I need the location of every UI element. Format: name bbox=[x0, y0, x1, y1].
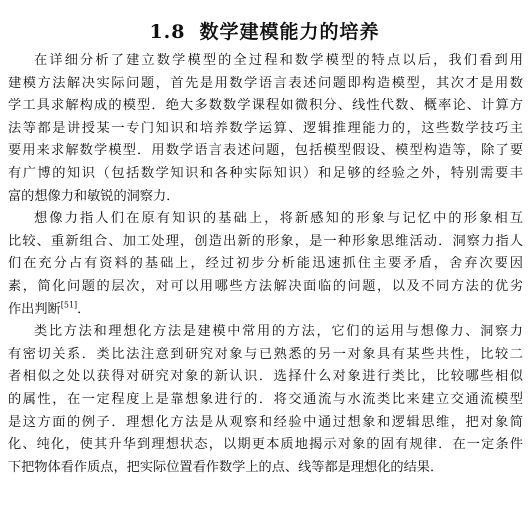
section-number: 1.8 bbox=[149, 20, 186, 43]
text-line: 在详细分析了建立数学模型的全过程和数学模型的特点以后，我们看到用 bbox=[34, 53, 523, 68]
paragraph-modeling-process bbox=[8, 50, 523, 208]
text-line: 建模方法解决实际问题，首先是用数学语言表述问题即构造模型，其次才是用数 bbox=[8, 75, 523, 91]
text-line: 类比方法和理想化方法是建模中常用的方法，它们的运用与想像力、洞察力 bbox=[34, 324, 523, 340]
paragraph-imagination-insight bbox=[8, 208, 523, 321]
text-line: 的属性，在一定程度上是靠想象进行的．将交通流与水流类比来建立交通流模型 bbox=[8, 391, 523, 407]
text-line: 者相似之处以获得对研究对象的新认识．选择什么对象进行类比，比较哪些相似 bbox=[8, 369, 523, 385]
section-heading bbox=[0, 19, 529, 45]
citation-reference: [51] bbox=[60, 300, 78, 310]
body-text bbox=[8, 50, 523, 479]
text-line: 有广博的知识（包括数学知识和各种实际知识）和足够的经验之外，特别需要丰 bbox=[8, 165, 523, 181]
text-line: 素，简化问题的层次，对可以用哪些方法解决面临的问题，以及不同方法的优劣 bbox=[8, 278, 523, 294]
text-line: 是这方面的例子．理想化方法是从观察和经验中通过想象和逻辑思维，把对象简 bbox=[8, 414, 523, 430]
text-line: 们在充分占有资料的基础上，经过初步分析能迅速抓住主要矛盾，舍弃次要因 bbox=[8, 256, 523, 272]
section-title: 数学建模能力的培养 bbox=[199, 20, 380, 43]
sentence-end: ． bbox=[77, 301, 91, 317]
text-line: 想像力指人们在原有知识的基础上，将新感知的形象与记忆中的形象相互 bbox=[34, 211, 523, 227]
text-line: 要用来求解数学模型．用数学语言表述问题，包括模型假设、模型构造等，除了要 bbox=[8, 143, 523, 159]
text-line: 法等都是讲授某一专门知识和培养数学运算、逻辑推理能力的，这些数学技巧主 bbox=[8, 120, 523, 136]
paragraph-analogy-idealization bbox=[8, 321, 523, 479]
text-line: 比较、重新组合、加工处理，创造出新的形象，是一种形象思维活动．洞察力指人 bbox=[8, 233, 523, 249]
text-line: 学工具求解构成的模型．绝大多数数学课程如微积分、线性代数、概率论、计算方 bbox=[8, 98, 523, 114]
text-line: 下把物体看作质点，把实际位置看作数学上的点、线等都是理想化的结果． bbox=[8, 459, 444, 475]
text-line: 有密切关系．类比法注意到研究对象与已熟悉的另一对象具有某些共性，比较二 bbox=[8, 346, 523, 362]
text-line: 化、纯化，使其升华到理想状态，以期更本质地揭示对象的固有规律．在一定条件 bbox=[8, 437, 523, 453]
text-line: 作出判断 bbox=[8, 301, 61, 317]
text-line: 富的想像力和敏锐的洞察力． bbox=[8, 188, 180, 204]
text-line-last bbox=[8, 299, 523, 322]
